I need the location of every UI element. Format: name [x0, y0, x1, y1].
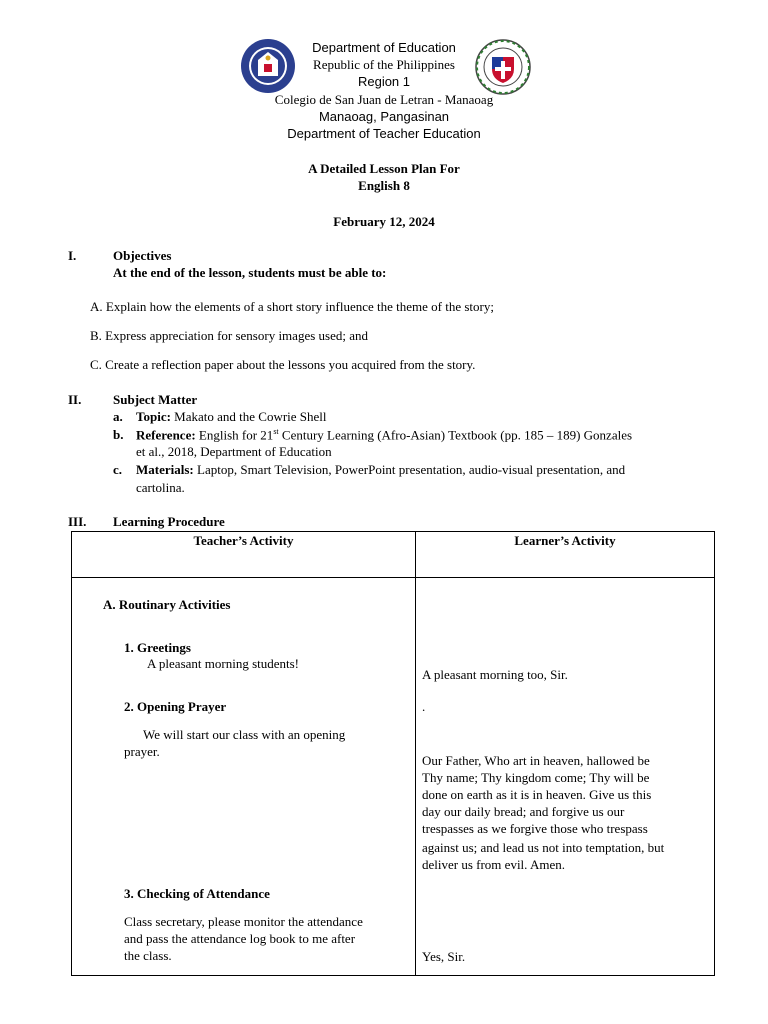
learner-activity-cell: [416, 578, 715, 976]
table-header-row: [72, 532, 715, 578]
materials-line-2: cartolina.: [136, 480, 185, 495]
lesson-plan-subject: English 8: [358, 178, 410, 193]
objectives-numeral: I.: [68, 248, 77, 263]
subject-matter-heading: Subject Matter: [113, 392, 198, 407]
reference-label: Reference:: [136, 427, 196, 443]
topic-line: [136, 409, 327, 425]
teacher-activity-header-cell: [72, 532, 416, 578]
greetings-heading: 1. Greetings: [124, 640, 191, 655]
reference-line: [136, 427, 632, 443]
reference-pre: English for 21: [198, 427, 274, 443]
objective-b: B. Express appreciation for sensory images used; and: [90, 328, 368, 343]
header-school: Colegio de San Juan de Letran - Manaoag: [274, 92, 494, 107]
procedure-numeral: III.: [68, 514, 87, 529]
lesson-plan-title: A Detailed Lesson Plan For: [308, 161, 460, 176]
table-body-row: [72, 578, 715, 976]
attendance-teacher-line-2: and pass the attendance log book to me after: [124, 931, 356, 946]
prayer-learner-line-5: trespasses as we forgive those who trespass: [422, 821, 648, 836]
lesson-procedure-table: [71, 531, 715, 976]
lesson-plan-date: February 12, 2024: [333, 214, 435, 229]
objective-a: A. Explain how the elements of a short story influence the theme of the story;: [90, 299, 494, 314]
attendance-heading: 3. Checking of Attendance: [124, 886, 270, 901]
teacher-activity-cell: [72, 578, 416, 976]
subject-matter-numeral: II.: [68, 392, 82, 407]
reference-line-2: et al., 2018, Department of Education: [136, 444, 332, 459]
attendance-teacher-line-3: the class.: [124, 948, 172, 963]
learner-activity-header: Learner’s Activity: [514, 533, 616, 548]
objectives-heading: Objectives: [113, 248, 172, 263]
topic-label: Topic:: [136, 409, 171, 424]
prayer-learner-line-2: Thy name; Thy kingdom come; Thy will be: [422, 770, 650, 785]
procedure-heading: Learning Procedure: [113, 514, 225, 529]
attendance-teacher-line-1: Class secretary, please monitor the attendance: [124, 914, 363, 929]
objectives-intro: At the end of the lesson, students must be able to:: [113, 265, 387, 280]
teacher-activity-header: Teacher’s Activity: [193, 533, 294, 548]
topic-value: Makato and the Cowrie Shell: [174, 409, 327, 424]
greetings-learner-text: A pleasant morning too, Sir.: [422, 667, 568, 682]
prayer-teacher-text-2: prayer.: [124, 744, 160, 759]
reference-post: Century Learning (Afro-Asian) Textbook (pp. 185 – 189) Gonzales: [278, 427, 633, 443]
header-region: Region 1: [357, 74, 411, 89]
prayer-learner-line-3: done on earth as it is in heaven. Give us this: [422, 787, 652, 802]
materials-label: Materials:: [136, 462, 194, 477]
prayer-dot: .: [422, 699, 426, 714]
materials-line: [136, 462, 625, 478]
routinary-activities-heading: A. Routinary Activities: [103, 597, 231, 612]
prayer-learner-line-6: against us; and lead us not into temptation, but: [422, 840, 665, 855]
prayer-learner-line-4: day our daily bread; and forgive us our: [422, 804, 625, 819]
prayer-learner-line-7: deliver us from evil. Amen.: [422, 857, 565, 872]
learner-activity-header-cell: [416, 532, 715, 578]
header-location: Manaoag, Pangasinan: [318, 109, 450, 124]
prayer-learner-line-1: Our Father, Who art in heaven, hallowed be: [422, 753, 650, 768]
topic-marker: a.: [113, 409, 123, 424]
objective-c: C. Create a reflection paper about the lessons you acquired from the story.: [90, 357, 476, 372]
reference-marker: b.: [113, 427, 124, 442]
prayer-teacher-text-1: We will start our class with an opening: [143, 727, 346, 742]
greetings-teacher-text: A pleasant morning students!: [147, 656, 300, 671]
header-deped: Department of Education: [312, 40, 456, 55]
header-republic: Republic of the Philippines: [313, 57, 455, 72]
opening-prayer-heading: 2. Opening Prayer: [124, 699, 227, 714]
header-department: Department of Teacher Education: [287, 126, 481, 141]
materials-marker: c.: [113, 462, 123, 477]
attendance-learner-text: Yes, Sir.: [422, 949, 466, 964]
reference-sup: st: [273, 427, 279, 436]
materials-value: Laptop, Smart Television, PowerPoint presentation, audio-visual presentation, and: [197, 462, 626, 477]
